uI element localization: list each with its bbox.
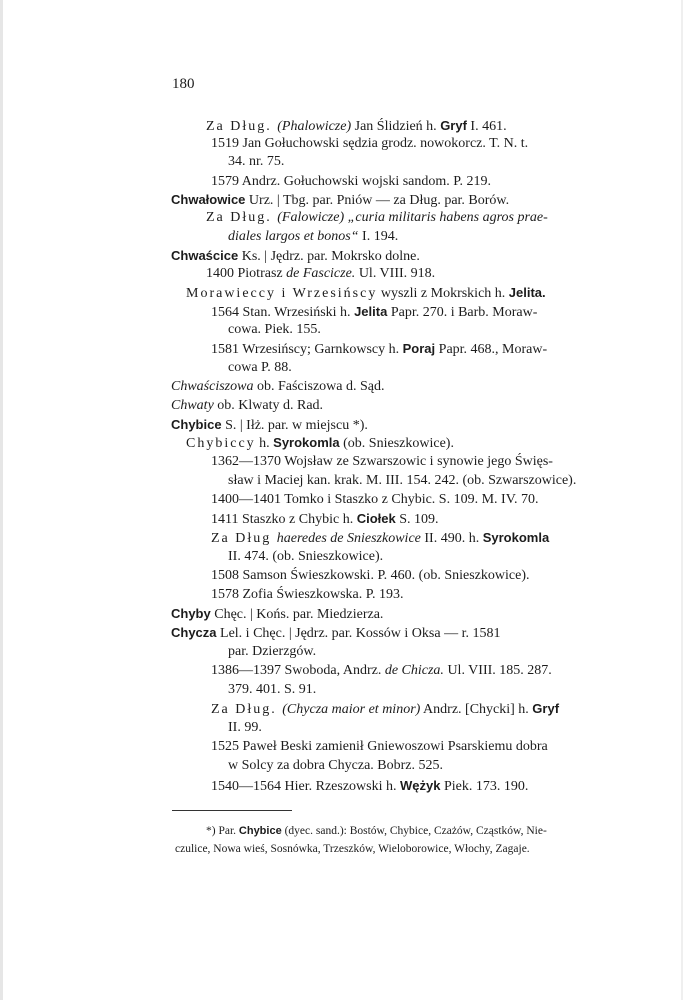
text-line: 1581 Wrzesińscy; Garnkowscy h. Poraj Papr. 468., Moraw- <box>211 341 548 357</box>
entry-chycza: Chycza Lel. i Chęc. | Jędrz. par. Kossów i Oksa — r. 1581 <box>171 625 501 641</box>
text-line: diales largos et bonos“ I. 194. <box>228 229 399 244</box>
page-number: 180 <box>172 76 195 92</box>
entry-chwasciszowa: Chwaściszowa ob. Faściszowa d. Sąd. <box>171 379 385 394</box>
headword: Chwaścice <box>171 248 239 263</box>
text-line: Za Dług. (Chycza maior et minor) Andrz. [Chycki] h. Gryf <box>211 701 560 717</box>
text-line: sław i Maciej kan. krak. M. III. 154. 242. (ob. Szwarszowice). <box>228 473 577 488</box>
headword: Chwaściszowa <box>171 379 254 394</box>
text-line: II. 99. <box>228 720 262 735</box>
text-line: Chybiccy h. Syrokomla (ob. Snieszkowice). <box>186 435 454 451</box>
text-line: Morawieccy i Wrzesińscy wyszli z Mokrskich h. Jelita. <box>186 285 546 301</box>
text-line: 1400—1401 Tomko i Staszko z Chybic. S. 109. M. IV. 70. <box>211 492 539 507</box>
text-line: Za Dług haeredes de Snieszkowice II. 490. h. Syrokomla <box>211 530 550 546</box>
scan-edge-left <box>0 0 3 1000</box>
entry-chybice: Chybice S. | Iłż. par. w miejscu *). <box>171 417 368 433</box>
text-line: cowa P. 88. <box>228 360 292 375</box>
headword: Chycza <box>171 625 217 640</box>
text-line: 1519 Jan Gołuchowski sędzia grodz. nowokorcz. T. N. t. <box>211 136 529 151</box>
text-line: 1579 Andrz. Gołuchowski wojski sandom. P. 219. <box>211 174 491 189</box>
footnote-line: *) Par. Chybice (dyec. sand.): Bostów, Chybice, Czażów, Cząstków, Nie- <box>206 825 547 837</box>
entry-chwaty: Chwaty ob. Klwaty d. Rad. <box>171 398 324 413</box>
footnote-separator <box>172 810 292 811</box>
text-line: Za Dług. (Falowicze) „curia militaris habens agros prae- <box>206 210 548 225</box>
headword: Chwałowice <box>171 192 246 207</box>
text-line: 1362—1370 Wojsław ze Szwarszowic i synowie jego Święs- <box>211 454 553 469</box>
text-line: 1386—1397 Swoboda, Andrz. de Chicza. Ul. VIII. 185. 287. <box>211 663 552 678</box>
text-line: 1540—1564 Hier. Rzeszowski h. Wężyk Piek. 173. 190. <box>211 778 529 794</box>
text-line: Za Dług. (Phalowicze) Jan Ślidzień h. Gryf I. 461. <box>206 118 507 134</box>
headword: Chwaty <box>171 398 214 413</box>
text-line: cowa. Piek. 155. <box>228 322 321 337</box>
text-line: II. 474. (ob. Snieszkowice). <box>228 549 384 564</box>
text-line: 1400 Piotrasz de Fascicze. Ul. VIII. 918. <box>206 266 436 281</box>
text-line: 34. nr. 75. <box>228 154 285 169</box>
entry-chwalowice: Chwałowice Urz. | Tbg. par. Pniów — za Dług. par. Borów. <box>171 192 510 208</box>
text-line: 379. 401. S. 91. <box>228 682 317 697</box>
headword: Chyby <box>171 606 211 621</box>
footnote-line: czulice, Nowa wieś, Sosnówka, Trzeszków, Wieloborowice, Włochy, Zagaje. <box>175 843 530 855</box>
text-line: 1578 Zofia Świeszkowska. P. 193. <box>211 587 404 602</box>
text-line: 1508 Samson Świeszkowski. P. 460. (ob. Snieszkowice). <box>211 568 530 583</box>
headword: Chybice <box>171 417 222 432</box>
entry-chyby: Chyby Chęc. | Końs. par. Miedzierza. <box>171 606 384 622</box>
text-line: w Solcy za dobra Chycza. Bobrz. 525. <box>228 758 443 773</box>
text-line: par. Dzierzgów. <box>228 644 317 659</box>
entry-chwascice: Chwaścice Ks. | Jędrz. par. Mokrsko dolne. <box>171 248 420 264</box>
text-line: 1411 Staszko z Chybic h. Ciołek S. 109. <box>211 511 439 527</box>
text-line: 1525 Paweł Beski zamienił Gniewoszowi Psarskiemu dobra <box>211 739 548 754</box>
text-line: 1564 Stan. Wrzesiński h. Jelita Papr. 270. i Barb. Moraw- <box>211 304 538 320</box>
